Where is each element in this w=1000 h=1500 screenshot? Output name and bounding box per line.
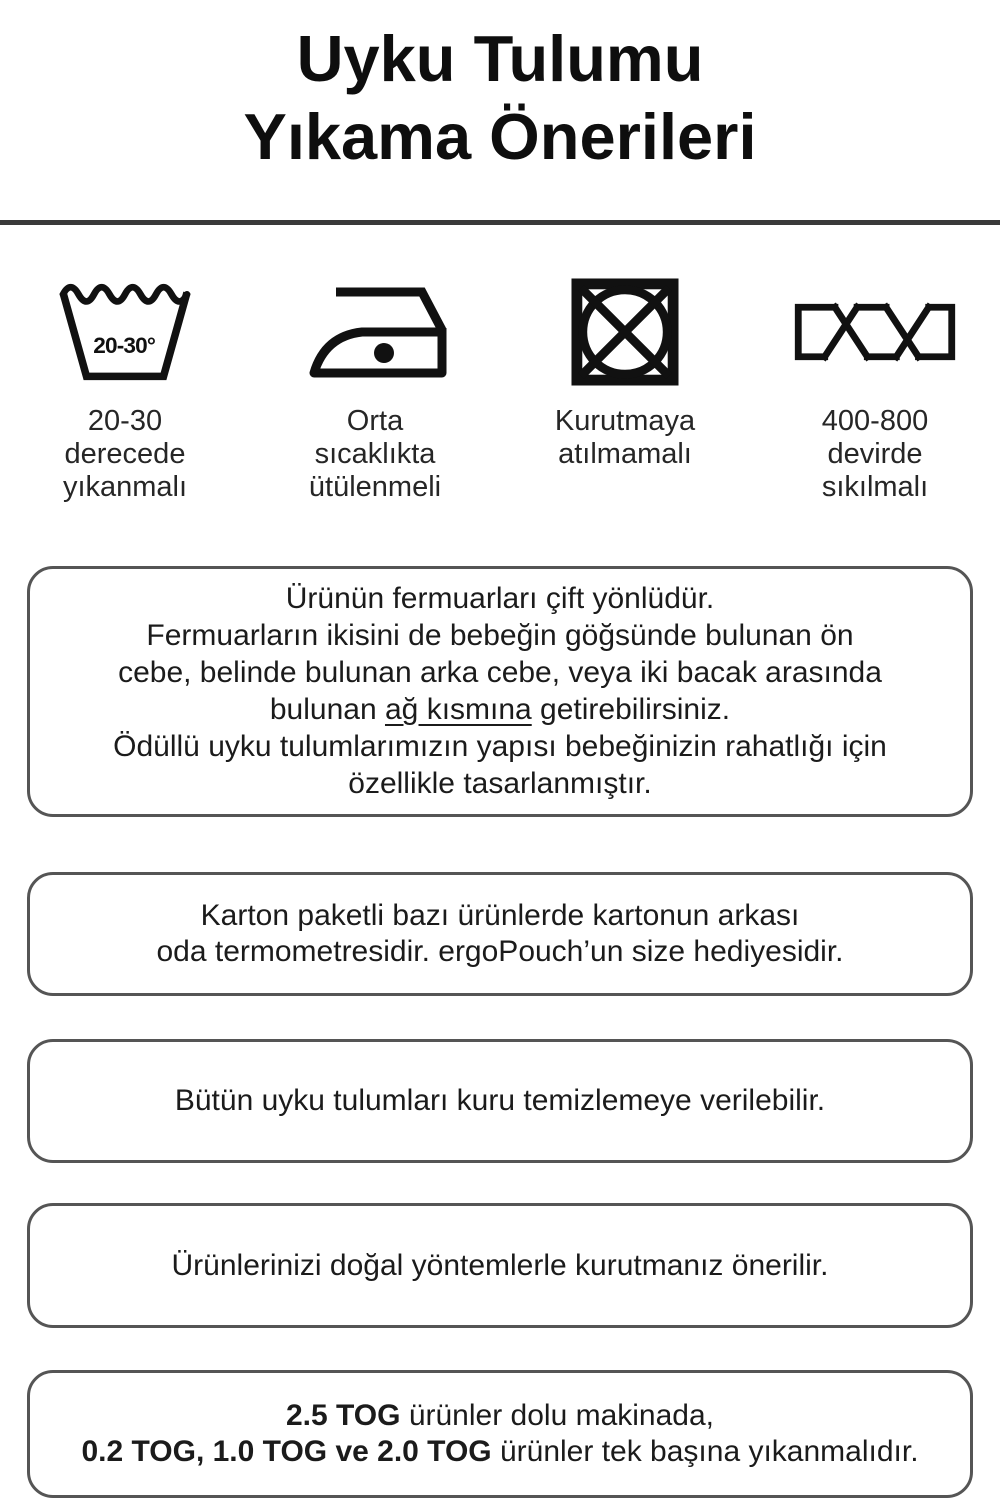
care-icon-wash [0,269,250,504]
care-icon-wring [750,269,1000,504]
dry-cleaning-info-box: Bütün uyku tulumları kuru temizlemeye verilebilir. [27,1039,973,1163]
wash-basin-icon [58,272,192,392]
info-boxes [0,566,1000,1498]
care-icon-no-tumble-dry [500,269,750,504]
wring-label: 400-800 devirde sıkılmalı [821,405,929,504]
thermometer-info-box: Karton paketli bazı ürünlerde kartonun arkası oda termometresidir. ergoPouch’un size hediyesidir. [27,872,973,996]
page-title-line2: Yıkama Önerileri [243,100,757,173]
do-not-tumble-dry-icon [571,278,679,386]
natural-drying-info-box: Ürünlerinizi doğal yöntemlerle kurutmanız önerilir. [27,1203,973,1328]
page-title [0,20,1000,176]
wash-temperature-badge: 20-30° [93,332,156,358]
care-instructions-page [0,20,1000,1500]
iron-temperature-dot [374,343,394,363]
wring-icon [794,300,956,364]
tog-washing-info-box: 2.5 TOG ürünler dolu makinada, 0.2 TOG, 1.0 TOG ve 2.0 TOG ürünler tek başına yıkanmalıdır. [27,1370,973,1498]
wash-label: 20-30 derecede yıkanmalı [62,405,188,504]
zipper-info-box: Ürünün fermuarları çift yönlüdür. Fermuarların ikisini de bebeğin göğsünde bulunan ön cebe, belinde bulunan arka cebe, veya iki bacak arasında bulunan ağ kısmına getirebilirsiniz. Ödüllü uyku tulumlarımızın yapısı bebeğinizin rahatlığı için özellikle tasarlanmıştır. [27,566,973,817]
care-icons-row [0,269,1000,504]
page-title-line1: Uyku Tulumu [296,22,704,95]
iron-icon [300,281,450,383]
iron-label: Orta sıcaklıkta ütülenmeli [308,405,442,504]
care-icon-iron [250,269,500,504]
no-tumble-dry-label: Kurutmaya atılmamalı [554,405,696,471]
divider-line [0,220,1000,225]
underlined-phrase: ağ kısmına [384,692,532,726]
